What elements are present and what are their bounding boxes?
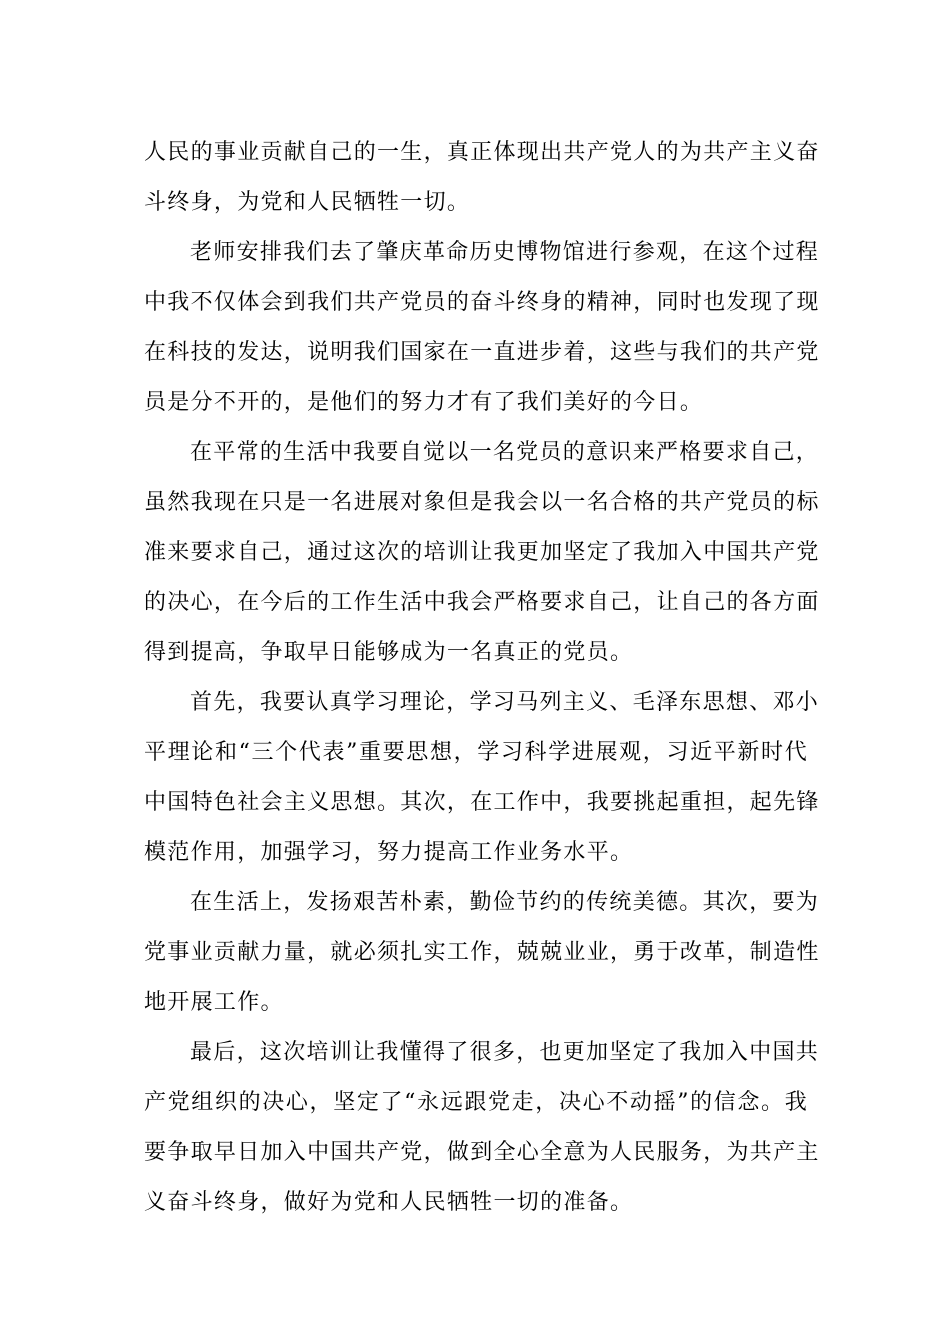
text-line: 党事业贡献力量，就必须扎实工作，兢兢业业，勇于改革，制造性 (144, 940, 820, 965)
text-line: 中国特色社会主义思想。其次，在工作中，我要挑起重担，起先锋 (144, 790, 820, 815)
paragraph-first-line: 在平常的生活中我要自觉以一名党员的意识来严格要求自己， (190, 440, 820, 465)
paragraph-first-line: 最后，这次培训让我懂得了很多，也更加坚定了我加入中国共 (190, 1040, 820, 1065)
text-line: 准来要求自己，通过这次的培训让我更加坚定了我加入中国共产党 (144, 540, 820, 565)
text-line: 要争取早日加入中国共产党，做到全心全意为人民服务，为共产主 (144, 1140, 820, 1165)
text-line: 中我不仅体会到我们共产党员的奋斗终身的精神，同时也发现了现 (144, 290, 820, 315)
text-line: 的决心，在今后的工作生活中我会严格要求自己，让自己的各方面 (144, 590, 820, 615)
text-line: 地开展工作。 (144, 990, 284, 1015)
text-line: 在科技的发达，说明我们国家在一直进步着，这些与我们的共产党 (144, 340, 820, 365)
text-line: 虽然我现在只是一名进展对象但是我会以一名合格的共产党员的标 (144, 490, 820, 515)
text-line: 员是分不开的，是他们的努力才有了我们美好的今日。 (144, 390, 704, 415)
text-line: 模范作用，加强学习，努力提高工作业务水平。 (144, 840, 634, 865)
text-line: 义奋斗终身，做好为党和人民牺牲一切的准备。 (144, 1190, 634, 1215)
document-body (144, 128, 820, 1228)
paragraph-first-line: 老师安排我们去了肇庆革命历史博物馆进行参观，在这个过程 (190, 240, 820, 265)
paragraph-first-line: 在生活上，发扬艰苦朴素，勤俭节约的传统美德。其次，要为 (190, 890, 820, 915)
text-line: 产党组织的决心，坚定了“永远跟党走，决心不动摇”的信念。我 (144, 1090, 808, 1115)
text-line: 平理论和“三个代表”重要思想，学习科学进展观，习近平新时代 (144, 740, 808, 765)
text-line: 人民的事业贡献自己的一生，真正体现出共产党人的为共产主义奋 (144, 140, 820, 165)
text-line: 斗终身，为党和人民牺牲一切。 (144, 190, 471, 215)
text-line: 得到提高，争取早日能够成为一名真正的党员。 (144, 640, 634, 665)
paragraph-first-line: 首先，我要认真学习理论，学习马列主义、毛泽东思想、邓小 (190, 690, 820, 715)
